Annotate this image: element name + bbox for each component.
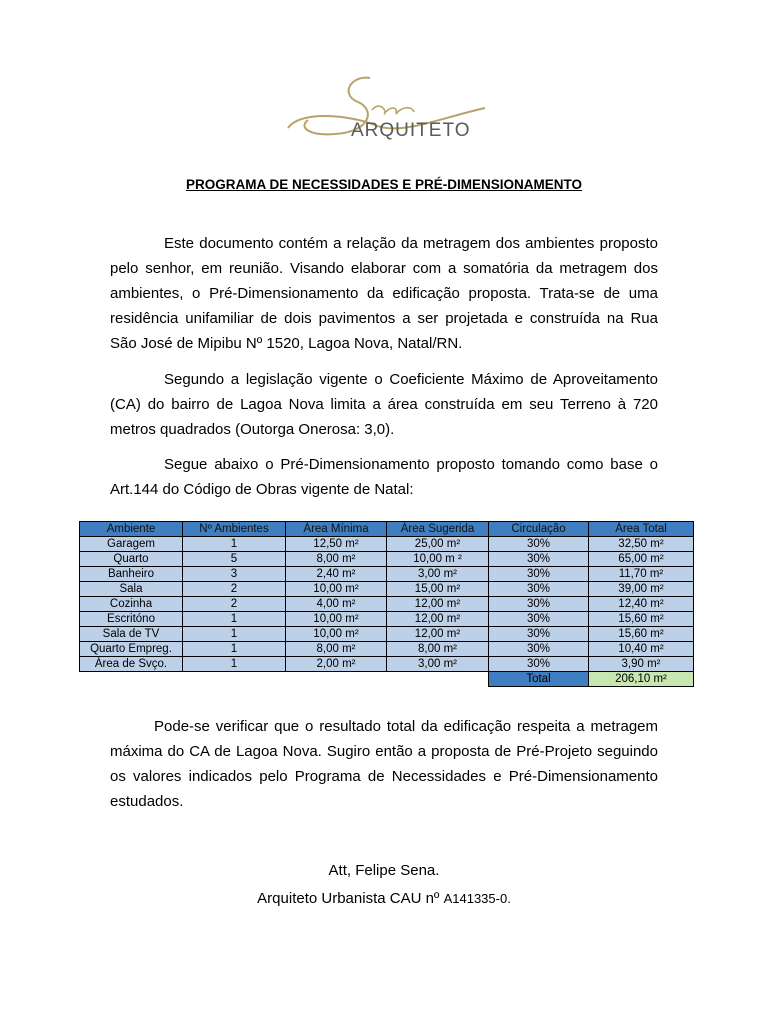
header-area-total: Área Total <box>589 522 694 537</box>
table-cell: Cozinha <box>80 597 183 612</box>
signature-att: Att, Felipe Sena. <box>328 862 440 879</box>
table-cell: 10,40 m² <box>589 642 694 657</box>
table-cell: 30% <box>489 642 589 657</box>
table-row <box>80 582 694 597</box>
header-area-sugerida: Área Sugerida <box>387 522 489 537</box>
table-row <box>80 612 694 627</box>
conclusion-paragraph: Pode-se verificar que o resultado total da edificação respeita a metragem máxima do CA de Lagoa Nova. Sugiro então a proposta de Pré-Projeto seguindo os valores indicados pelo Programa de Necessidades e Pré-Dimensionamento estudados. <box>110 718 658 810</box>
table-row <box>80 567 694 582</box>
table-cell: Banheiro <box>80 567 183 582</box>
table-cell: 12,00 m² <box>387 627 489 642</box>
header-n-ambientes: Nº Ambientes <box>183 522 286 537</box>
table-row <box>80 552 694 567</box>
table-cell: 8,00 m² <box>387 642 489 657</box>
table-cell: Escritóno <box>80 612 183 627</box>
table-cell: 65,00 m² <box>589 552 694 567</box>
table-row <box>80 642 694 657</box>
table-cell: 10,00 m ² <box>387 552 489 567</box>
table-cell: 1 <box>183 642 286 657</box>
table-cell: 10,00 m² <box>286 627 387 642</box>
table-cell: 3,00 m² <box>387 657 489 672</box>
logo-ena-stroke <box>372 106 414 114</box>
header-ambiente: Ambiente <box>80 522 183 537</box>
header-area-minima: Área Mínima <box>286 522 387 537</box>
table-row <box>80 537 694 552</box>
table-cell: 32,50 m² <box>589 537 694 552</box>
table-cell: 30% <box>489 567 589 582</box>
table-cell: 5 <box>183 552 286 567</box>
logo-wordmark: ARQUITETO <box>351 120 471 141</box>
table-cell: 30% <box>489 582 589 597</box>
table-cell: 2 <box>183 582 286 597</box>
table-cell: 12,50 m² <box>286 537 387 552</box>
table-cell: 12,00 m² <box>387 612 489 627</box>
legislation-paragraph: Segundo a legislação vigente o Coeficiente Máximo de Aproveitamento (CA) do bairro de Lagoa Nova limita a área construída em seu Terreno à 720 metros quadrados (Outorga Onerosa: 3,0). <box>110 371 658 438</box>
table-cell: 10,00 m² <box>286 582 387 597</box>
table-cell: 8,00 m² <box>286 552 387 567</box>
intro-paragraph: Este documento contém a relação da metragem dos ambientes proposto pelo senhor, em reunião. Visando elaborar com a somatória da metragem dos ambientes, o Pré-Dimensionamento da edificação proposta. Trata-se de uma residência unifamiliar de dois pavimentos a ser projetada e construída na Rua São José de Mipibu Nº 1520, Lagoa Nova, Natal/RN. <box>110 235 658 352</box>
table-cell: Quarto Empreg. <box>80 642 183 657</box>
header-circulacao: Circulação <box>489 522 589 537</box>
table-cell: 3,90 m² <box>589 657 694 672</box>
table-cell: Sala <box>80 582 183 597</box>
table-cell: 2 <box>183 597 286 612</box>
table-cell: 2,00 m² <box>286 657 387 672</box>
table-cell: 25,00 m² <box>387 537 489 552</box>
table-cell: 3,00 m² <box>387 567 489 582</box>
total-value: 206,10 m² <box>589 672 694 687</box>
table-cell: 39,00 m² <box>589 582 694 597</box>
table-cell: 8,00 m² <box>286 642 387 657</box>
table-total-row <box>80 672 694 687</box>
table-intro-paragraph: Segue abaixo o Pré-Dimensionamento proposto tomando como base o Art.144 do Código de Obras vigente de Natal: <box>110 456 658 498</box>
signature-role: Arquiteto Urbanista CAU nº A141335-0. <box>257 890 511 907</box>
page-title: PROGRAMA DE NECESSIDADES E PRÉ-DIMENSIONAMENTO <box>185 177 583 192</box>
table-cell: 30% <box>489 537 589 552</box>
table-cell: 1 <box>183 612 286 627</box>
table-cell: 11,70 m² <box>589 567 694 582</box>
table-cell: 15,60 m² <box>589 627 694 642</box>
table-cell: 30% <box>489 552 589 567</box>
table-row <box>80 597 694 612</box>
table-cell: 30% <box>489 597 589 612</box>
table-cell: 12,00 m² <box>387 597 489 612</box>
table-cell: 30% <box>489 627 589 642</box>
table-header-row <box>80 522 694 537</box>
table-cell: 2,40 m² <box>286 567 387 582</box>
table-cell: 3 <box>183 567 286 582</box>
table-cell: 30% <box>489 612 589 627</box>
table-cell: 15,60 m² <box>589 612 694 627</box>
table-cell: 15,00 m² <box>387 582 489 597</box>
table-cell: Sala de TV <box>80 627 183 642</box>
table-cell: 1 <box>183 627 286 642</box>
table-cell: Garagem <box>80 537 183 552</box>
table-cell: 4,00 m² <box>286 597 387 612</box>
table-cell: Quarto <box>80 552 183 567</box>
table-cell: Área de Svço. <box>80 657 183 672</box>
table-cell: 12,40 m² <box>589 597 694 612</box>
table-cell: 30% <box>489 657 589 672</box>
table-cell: 10,00 m² <box>286 612 387 627</box>
table-row <box>80 657 694 672</box>
pre-dimensionamento-table <box>79 521 694 687</box>
cau-number: A141335-0. <box>443 891 511 906</box>
table-cell: 1 <box>183 657 286 672</box>
total-label: Total <box>489 672 589 687</box>
table-row <box>80 627 694 642</box>
table-cell: 1 <box>183 537 286 552</box>
